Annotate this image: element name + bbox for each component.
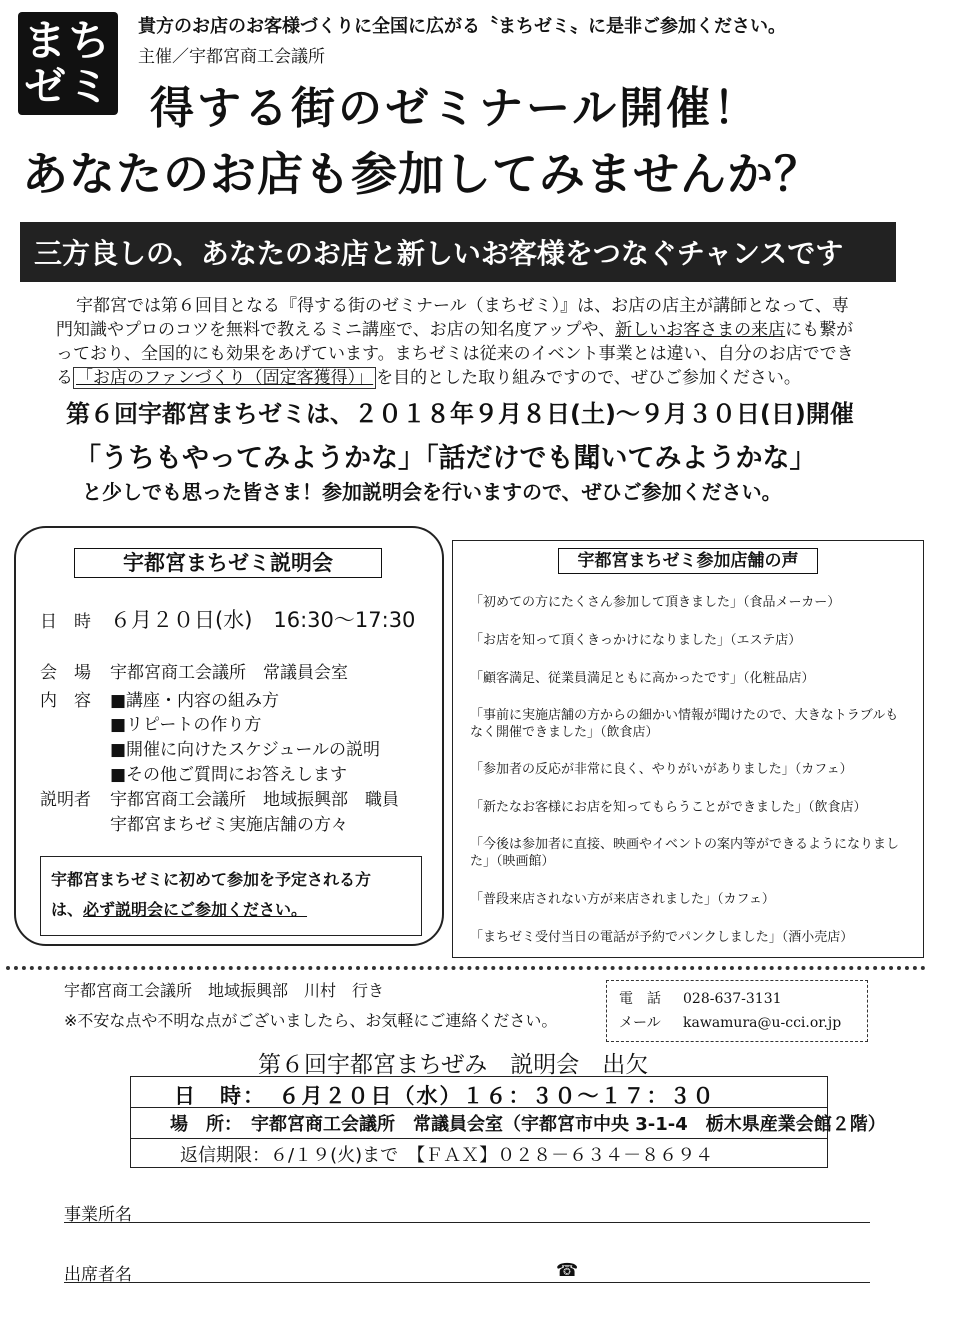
contact-recipient: 宇都宮商工会議所 地域振興部 川村 行き: [64, 981, 385, 1000]
banner: [20, 222, 896, 282]
voices-title: 宇都宮まちゼミ参加店舗の声: [558, 548, 818, 574]
briefing-content-item: ■開催に向けたスケジュールの説明: [110, 740, 381, 760]
voice-item: 「参加者の反応が非常に良く、やりがいがありました」（カフェ）: [470, 762, 853, 777]
briefing-content-label: 内 容: [40, 691, 91, 711]
rsvp-deadline: 返信期限：６/１９(火)まで 【ＦＡＸ】０２８－６３４－８６９４: [180, 1145, 714, 1166]
briefing-presenter-row: [40, 785, 399, 810]
intro-text: を目的とした取り組みですので、ぜひご参加ください。: [376, 368, 801, 388]
voice-item: 「お店を知って頂くきっかけになりました」（エステ店）: [470, 633, 802, 648]
cut-line: [6, 966, 926, 970]
phone-label: 電 話: [619, 991, 661, 1007]
briefing-presenter: 宇都宮まちゼミ実施店舗の方々: [110, 815, 348, 835]
voice-item: 「まちゼミ受付当日の電話が予約でパンクしました」（酒小売店）: [470, 930, 854, 945]
briefing-presenter: 宇都宮商工会議所 地域振興部 職員: [110, 790, 399, 810]
phone-icon: ☎: [556, 1260, 579, 1281]
briefing-date-value: ６月２０日(水) 16:30～17:30: [110, 608, 416, 632]
event-invite: と少しでも思った皆さま！参加説明会を行いますので、ぜひご参加ください。: [82, 480, 782, 504]
briefing-venue-row: [40, 658, 348, 683]
briefing-presenter-label: 説明者: [40, 790, 91, 810]
company-name-field[interactable]: [64, 1222, 870, 1223]
headline-main: 得する街のゼミナール開催！: [150, 83, 761, 134]
intro-line: [56, 318, 916, 342]
phone-number[interactable]: 028-637-3131: [683, 991, 782, 1007]
intro-emphasis: 「お店のファンづくり（固定客獲得）」: [73, 367, 376, 389]
intro-text: にも繋が: [785, 320, 854, 340]
briefing-content-item: ■その他ご質問にお答えします: [110, 765, 348, 785]
event-date: 第６回宇都宮まちゼミは、２０１８年９月８日(土)～９月３０日(日)開催: [66, 400, 854, 428]
briefing-content-item: ■講座・内容の組み方: [110, 691, 280, 711]
contact-mail-row: [619, 1011, 855, 1035]
intro-emphasis: 新しいお客さまの来店: [615, 320, 786, 340]
briefing-title: 宇都宮まちゼミ説明会: [74, 548, 382, 578]
notice-line: [51, 895, 411, 925]
notice-emphasis: 必ず説明会にご参加ください。: [83, 900, 308, 919]
tagline: 貴方のお店のお客様づくりに全国に広がる〝まちゼミ〟に是非ご参加ください。: [138, 16, 786, 37]
intro-text: 門知識やプロのコツを無料で教えるミニ講座で、お店の知名度アップや、: [56, 320, 616, 340]
voice-item: 「初めての方にたくさん参加して頂きました」（食品メーカー）: [470, 595, 841, 610]
event-quote: 「うちもやってみようかな」「話だけでも聞いてみようかな」: [74, 443, 817, 474]
intro-text: る: [56, 368, 73, 388]
attendee-name-field[interactable]: [64, 1282, 870, 1283]
briefing-notice: [40, 856, 422, 936]
mail-label: メール: [619, 1015, 661, 1031]
briefing-venue-label: 会 場: [40, 663, 91, 683]
headline-sub: あなたのお店も参加してみませんか？: [22, 147, 821, 201]
rsvp-title: 第６回宇都宮まちぜみ 説明会 出欠: [258, 1052, 649, 1078]
machizemi-logo: [18, 12, 118, 115]
briefing-content-row: [40, 686, 279, 711]
notice-text: は、: [51, 900, 84, 919]
rsvp-venue: 場 所： 宇都宮商工会議所 常議員会室（宇都宮市中央 3-1-4 栃木県産業会館２階）: [170, 1114, 886, 1135]
logo-line2: ゼミ: [23, 61, 112, 111]
briefing-content-item: ■リピートの作り方: [110, 715, 262, 735]
intro-line: っており、全国的にも効果をあげています。まちゼミは従来のイベント事業とは違い、自分のお店ででき: [56, 344, 854, 364]
voice-item: 「新たなお客様にお店を知ってもらうことができました」（飲食店）: [470, 800, 867, 815]
rsvp-date: 日 時： ６月２０日（水）１６：３０～１７：３０: [174, 1084, 716, 1108]
banner-text: 三方良しの、あなたのお店と新しいお客様をつなぐチャンスです: [34, 237, 844, 270]
mail-address[interactable]: kawamura@u-cci.or.jp: [683, 1015, 842, 1031]
company-name-label: 事業所名: [64, 1205, 132, 1225]
contact-phone-row: [619, 987, 855, 1011]
intro-paragraph: [56, 294, 916, 390]
intro-line: [56, 366, 916, 390]
intro-line: 宇都宮では第６回目となる『得する街のゼミナール（まちゼミ）』は、お店の店主が講師となって、専: [76, 296, 849, 316]
voice-item: 「普段来店されない方が来店されました」（カフェ）: [470, 892, 775, 907]
attendee-name-label: 出席者名: [64, 1265, 132, 1285]
voice-item: 「今後は参加者に直接、映画やイベントの案内等ができるようになりました」（映画館）: [470, 837, 900, 869]
notice-line: 宇都宮まちゼミに初めて参加を予定される方: [51, 870, 372, 889]
contact-note: ※不安な点や不明な点がございましたら、お気軽にご連絡ください。: [64, 1011, 558, 1030]
voice-item: 「事前に実施店舗の方からの細かい情報が聞けたので、大きなトラブルもなく開催できました」（飲食店）: [470, 708, 899, 740]
logo-line1: まち: [23, 15, 112, 65]
rsvp-divider: [130, 1138, 828, 1139]
briefing-date-label: 日 時: [40, 612, 91, 632]
contact-box: [606, 980, 868, 1042]
voice-item: 「顧客満足、従業員満足ともに高かったです」（化粧品店）: [470, 671, 815, 686]
organizer: 主催／宇都宮商工会議所: [138, 47, 325, 67]
briefing-date-row: [40, 604, 415, 634]
briefing-venue-value: 宇都宮商工会議所 常議員会室: [110, 663, 348, 683]
